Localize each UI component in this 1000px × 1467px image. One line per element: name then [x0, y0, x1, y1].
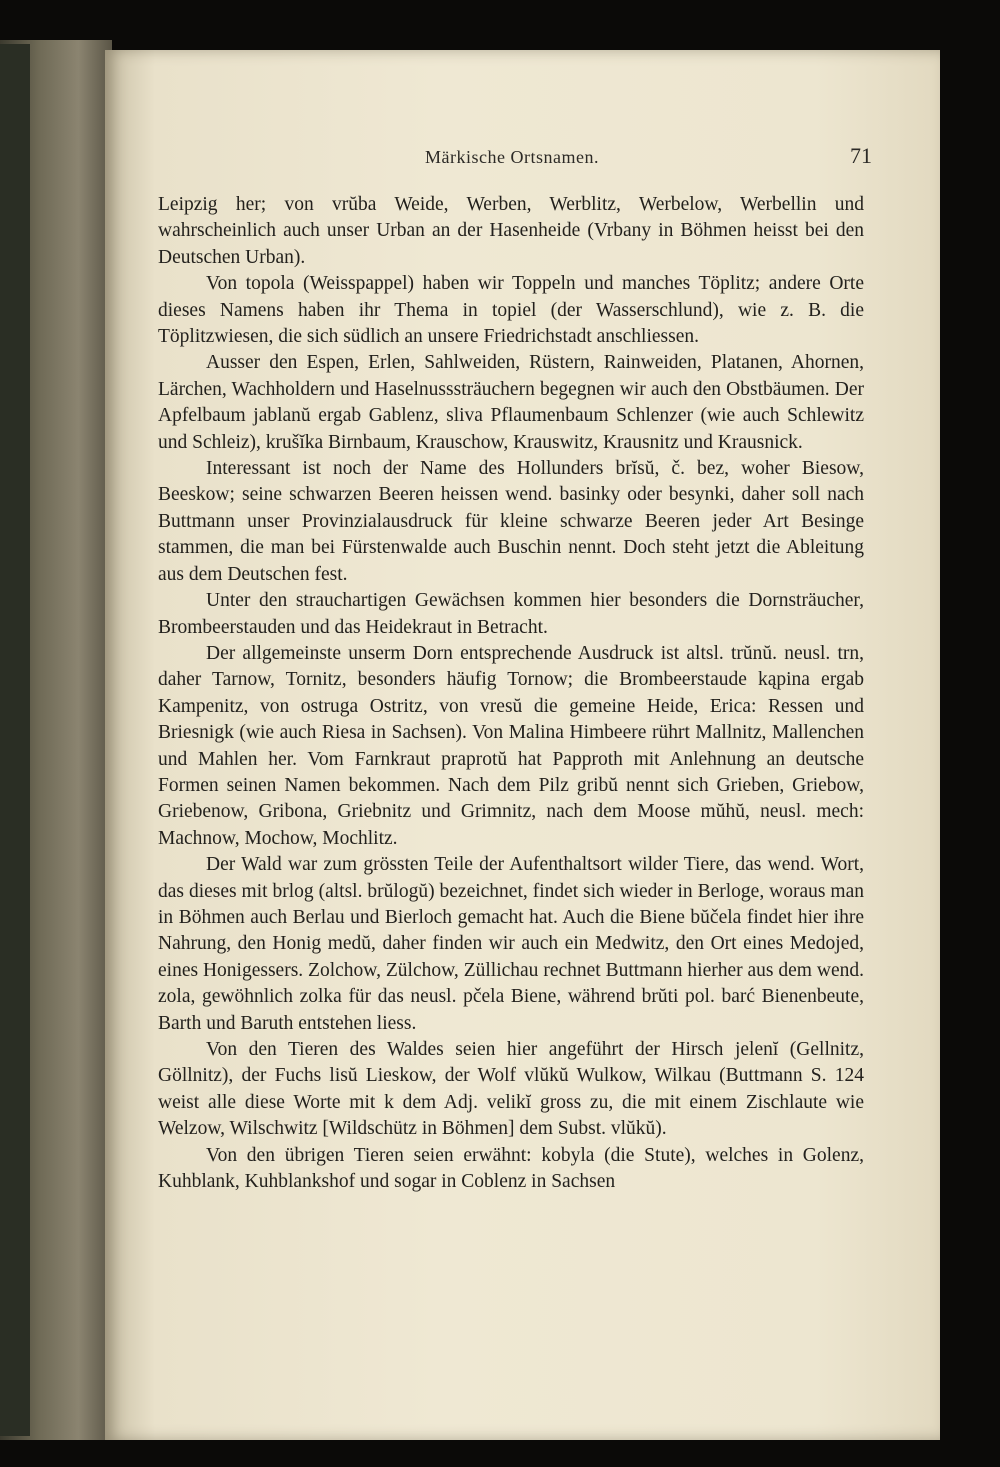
page-header [160, 143, 872, 173]
paragraph: Von den Tieren des Waldes seien hier angeführt der Hirsch jelenĭ (Gellnitz, Göllnitz), der Fuchs lisŭ Lieskow, der Wolf vlŭkŭ Wulkow, Wilkau (Buttmann S. 124 weist alle diese Worte mit k dem Adj. velikĭ gross zu, die mit einem Zischlaute wie Welzow, Wilschwitz [Wildschütz in Böhmen] dem Subst. vlŭkŭ). [158, 1039, 864, 1140]
page-number: 71 [850, 143, 872, 168]
paragraph: Der allgemeinste unserm Dorn entsprechende Ausdruck ist altsl. trŭnŭ. neusl. trn, daher Tarnow, Tornitz, besonders häufig Tornow; die Brombeerstaude kąpina ergab Kampenitz, von ostruga Ostritz, von vresŭ die gemeine Heide, Erica: Ressen und Briesnigk (wie auch Riesa in Sachsen). Von Malina Himbeere rührt Mallnitz, Mallenchen und Mahlen her. Vom Farnkraut praprotŭ hat Papproth mit Anlehnung an deutsche Formen seinen Namen bekommen. Nach dem Pilz gribŭ nennt sich Grieben, Griebow, Griebenow, Gribona, Griebnitz und Grimnitz, nach dem Moose mŭhŭ, neusl. mech: Machnow, Mochow, Mochlitz. [158, 642, 864, 849]
paragraph: Leipzig her; von vrŭba Weide, Werben, Werblitz, Werbelow, Werbellin und wahrscheinlich auch unser Urban an der Hasenheide (Vrbany in Böhmen heisst bei den Deutschen Urban). [158, 194, 864, 268]
paragraph: Interessant ist noch der Name des Hollunders brĭsŭ, č. bez, woher Biesow, Beeskow; seine schwarzen Beeren heissen wend. basinky oder besynki, daher soll nach Buttmann unser Provinzialausdruck für kleine schwarze Beeren jeder Art Besinge stammen, die man bei Fürstenwalde auch Buschin nennt. Doch steht jetzt die Ableitung aus dem Deutschen fest. [158, 458, 864, 585]
book-spine-edge [0, 44, 30, 1436]
paragraph: Ausser den Espen, Erlen, Sahlweiden, Rüstern, Rainweiden, Platanen, Ahornen, Lärchen, Wachholdern und Haselnusssträuchern begegnen wir auch den Obstbäumen. Der Apfelbaum jablanŭ ergab Gablenz, sliva Pflaumenbaum Schlenzer (wie auch Schlewitz und Schleiz), krušĭka Birnbaum, Krauschow, Krauswitz, Krausnitz und Krausnick. [158, 352, 864, 453]
body-text [158, 192, 864, 1195]
paragraph: Von den übrigen Tieren seien erwähnt: kobyla (die Stute), welches in Golenz, Kuhblank, Kuhblankshof und sogar in Coblenz in Sachsen [158, 1144, 864, 1193]
paragraph: Der Wald war zum grössten Teile der Aufenthaltsort wilder Tiere, das wend. Wort, das dieses mit brlog (altsl. brŭlogŭ) bezeichnet, findet sich wieder in Berloge, woraus man in Böhmen auch Berlau und Bierloch gemacht hat. Auch die Biene bŭčela findet hier ihre Nahrung, den Honig medŭ, daher finden wir auch ein Medwitz, den Ort eines Medojed, eines Honigessers. Zolchow, Zülchow, Züllichau rechnet Buttmann hierher aus dem wend. zola, gewöhnlich zolka für das neusl. pčela Biene, während brŭti pol. barć Bienenbeute, Barth und Baruth entstehen liess. [158, 854, 864, 1034]
running-title: Märkische Ortsnamen. [425, 147, 599, 167]
book-page [105, 50, 940, 1440]
paragraph: Unter den strauchartigen Gewächsen kommen hier besonders die Dornsträucher, Brombeerstauden und das Heidekraut in Betracht. [158, 590, 864, 638]
paragraph: Von topola (Weisspappel) haben wir Toppeln und manches Töplitz; andere Orte dieses Namens haben ihr Thema in topiel (der Wasserschlund), wie z. B. die Töplitzwiesen, die sich südlich an unsere Friedrichstadt anschliessen. [158, 273, 864, 348]
